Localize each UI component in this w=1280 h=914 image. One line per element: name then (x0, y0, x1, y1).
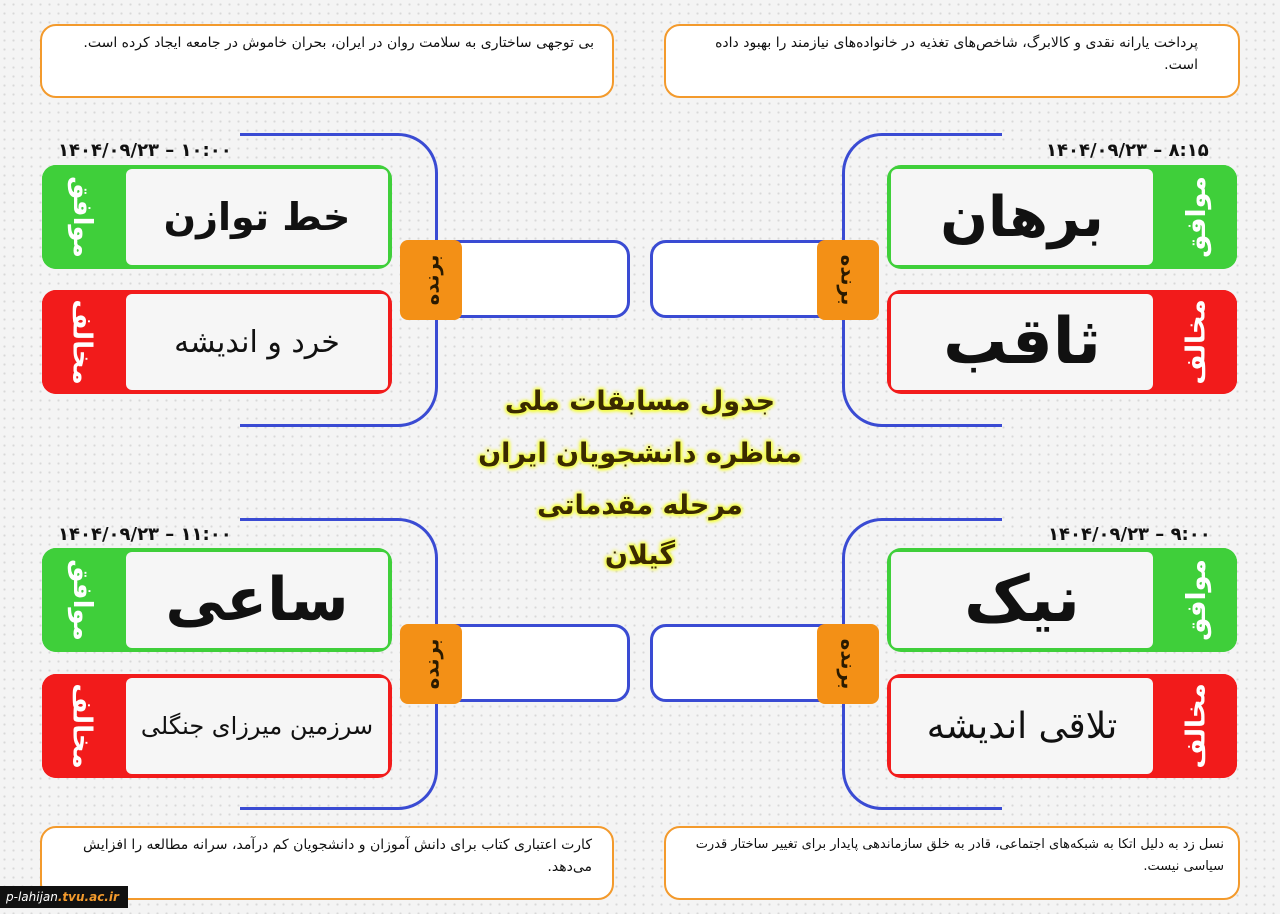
team-name: خرد و اندیشه (126, 294, 388, 390)
disagree-label: مخالف (42, 674, 122, 778)
topic-text: بی توجهی ساختاری به سلامت روان در ایران، بحران خاموش در جامعه ایجاد کرده است. (83, 35, 594, 51)
team-name: نیک (891, 552, 1153, 648)
agree-team-card (42, 165, 392, 269)
team-name: تلاقی اندیشه (891, 678, 1153, 774)
match-time: ۱۴۰۴/۰۹/۲۳ – ۸:۱۵ (1046, 140, 1209, 161)
match-time: ۱۴۰۴/۰۹/۲۳ – ۹:۰۰ (1048, 524, 1211, 545)
disagree-label: مخالف (42, 290, 122, 394)
winner-label: برنده (400, 240, 462, 320)
disagree-team-card (887, 290, 1237, 394)
disagree-label: مخالف (1157, 674, 1237, 778)
topic-text: پرداخت یارانه نقدی و کالابرگ، شاخص‌های تغذیه در خانواده‌های نیازمند را بهبود داده است. (715, 35, 1198, 73)
agree-team-card (887, 165, 1237, 269)
disagree-team-card (42, 290, 392, 394)
winner-input-box[interactable] (650, 240, 840, 318)
site-watermark[interactable]: p-lahijan.tvu.ac.ir (0, 886, 128, 908)
winner-label: برنده (817, 240, 879, 320)
topic-text: کارت اعتباری کتاب برای دانش آموزان و دانشجویان کم درآمد، سرانه مطالعه را افزایش می‌دهد. (83, 837, 592, 875)
winner-input-box[interactable] (440, 240, 630, 318)
match-time: ۱۴۰۴/۰۹/۲۳ – ۱۱:۰۰ (58, 524, 232, 545)
topic-box-top-left (40, 24, 614, 98)
disagree-label: مخالف (1157, 290, 1237, 394)
winner-input-box[interactable] (650, 624, 840, 702)
team-name: برهان (891, 169, 1153, 265)
agree-label: موافق (42, 548, 122, 652)
agree-team-card (42, 548, 392, 652)
agree-team-card (887, 548, 1237, 652)
winner-label: برنده (817, 624, 879, 704)
topic-text: نسل زد به دلیل اتکا به شبکه‌های اجتماعی، قادر به خلق سازماندهی پایدار برای تغییر ساختار قدرت سیاسی نیست. (695, 837, 1224, 874)
team-name: سرزمین میرزای جنگلی (126, 678, 388, 774)
title-line-1: جدول مسابقات ملی (504, 386, 776, 417)
agree-label: موافق (42, 165, 122, 269)
agree-label: موافق (1157, 548, 1237, 652)
topic-box-top-right (664, 24, 1240, 98)
team-name: ساعی (126, 552, 388, 648)
winner-label: برنده (400, 624, 462, 704)
title-line-2: مناظره دانشجویان ایران (478, 438, 802, 469)
title-line-4: گیلان (604, 540, 676, 571)
topic-box-bottom-right (664, 826, 1240, 900)
team-name: ثاقب (891, 294, 1153, 390)
team-name: خط توازن (126, 169, 388, 265)
disagree-team-card (887, 674, 1237, 778)
title-line-3: مرحله مقدماتی (537, 490, 743, 521)
match-time: ۱۴۰۴/۰۹/۲۳ – ۱۰:۰۰ (58, 140, 232, 161)
disagree-team-card (42, 674, 392, 778)
agree-label: موافق (1157, 165, 1237, 269)
winner-input-box[interactable] (440, 624, 630, 702)
